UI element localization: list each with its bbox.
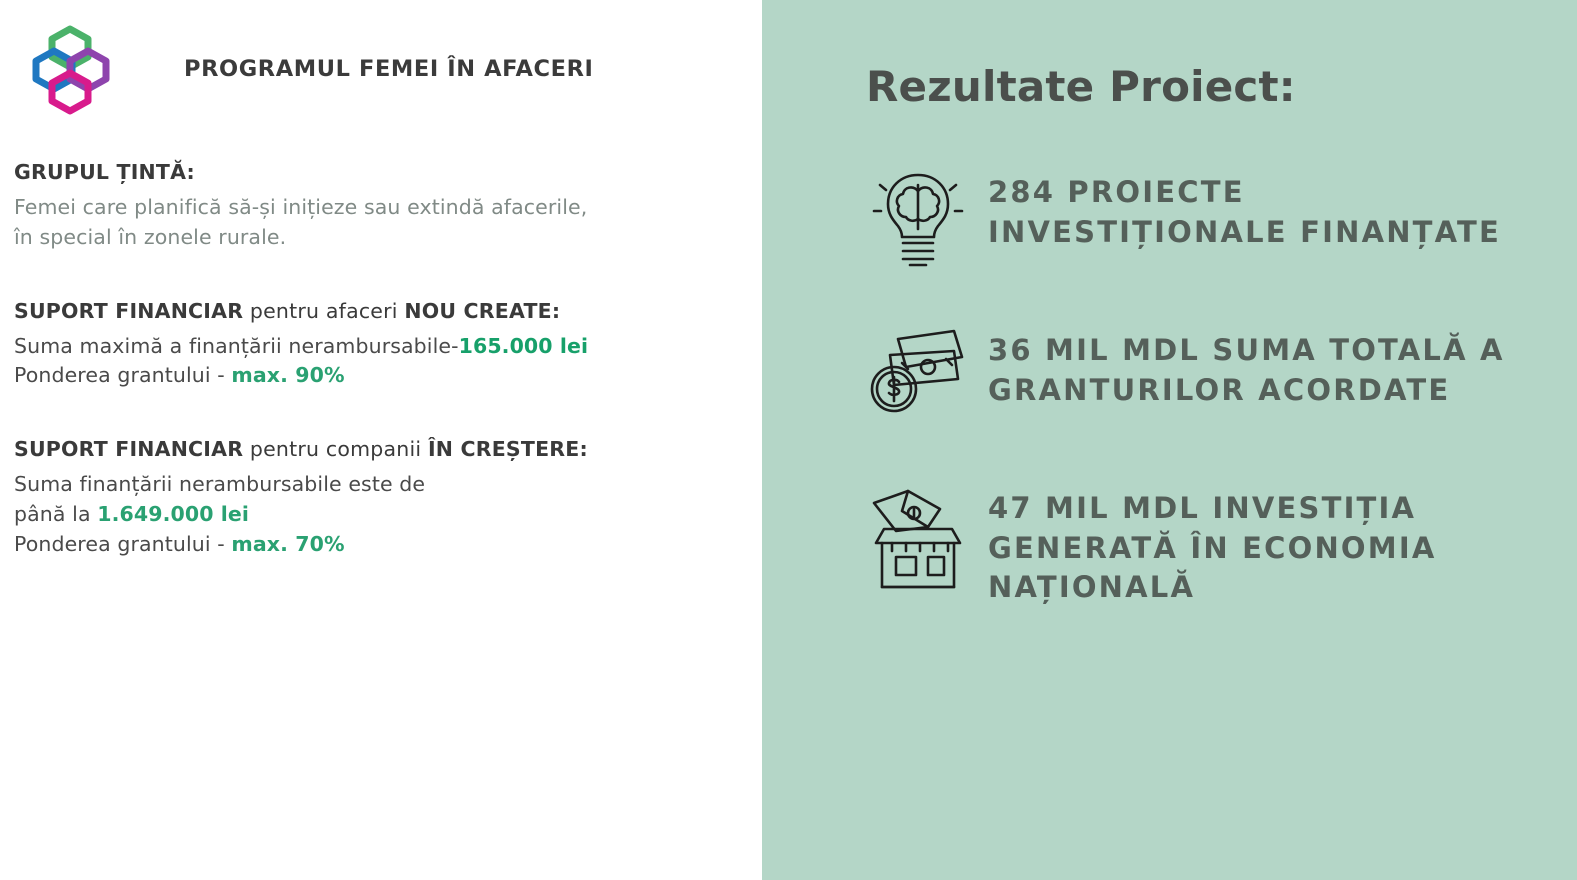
new-business-amount-label: Suma maximă a finanțării nerambursabile- <box>14 333 459 358</box>
new-business-heading-mid: pentru afaceri <box>243 298 405 323</box>
lightbulb-brain-icon <box>866 167 970 271</box>
target-group-heading: GRUPUL ȚINTĂ: <box>14 160 195 184</box>
new-business-amount-row <box>14 332 748 362</box>
growing-business-share-row <box>14 530 748 560</box>
money-cash-icon <box>866 327 970 431</box>
growing-business-heading-mid: pentru companii <box>243 437 428 462</box>
new-business-heading-strong: SUPORT FINANCIAR <box>14 298 244 323</box>
target-group-line-1: Femei care planifică să-și inițieze sau extindă afacerile, <box>14 195 588 220</box>
growing-business-heading-strong: SUPORT FINANCIAR <box>14 437 244 462</box>
result-item <box>866 167 1553 271</box>
new-business-share-label: Ponderea grantului - <box>14 363 232 388</box>
program-title: PROGRAMUL FEMEI ÎN AFACERI <box>184 56 594 82</box>
growing-business-amount-line-1: Suma finanțării nerambursabile este de <box>14 472 426 497</box>
result-item <box>866 327 1553 431</box>
new-business-share-row <box>14 361 748 391</box>
program-header <box>0 0 762 110</box>
target-group-block <box>14 158 748 253</box>
new-business-heading-end: NOU CREATE: <box>404 298 561 323</box>
result-text: 47 MIL MDL INVESTIȚIA GENERATĂ ÎN ECONOMIA NAȚIONALĂ <box>988 491 1437 605</box>
results-panel <box>762 0 1577 880</box>
growing-business-amount-value: 1.649.000 lei <box>97 501 250 526</box>
growing-business-heading-end: ÎN CREȘTERE: <box>427 437 588 462</box>
growing-business-heading <box>14 435 748 464</box>
growing-business-share-label: Ponderea grantului - <box>14 531 232 556</box>
new-business-heading <box>14 297 748 326</box>
new-business-amount-value: 165.000 lei <box>458 333 589 358</box>
results-title: Rezultate Proiect: <box>866 62 1296 111</box>
growing-business-amount-line-2 <box>14 500 748 530</box>
hand-coin-shop-icon <box>866 487 970 591</box>
left-content <box>0 110 762 559</box>
growing-business-amount-label: până la <box>14 501 98 526</box>
new-business-block <box>14 297 748 392</box>
femei-in-afaceri-logo <box>18 21 126 117</box>
growing-business-share-value: max. 70% <box>231 531 345 556</box>
target-group-line-2: în special în zonele rurale. <box>14 224 287 249</box>
new-business-share-value: max. 90% <box>231 363 345 388</box>
result-text: 36 MIL MDL SUMA TOTALĂ A GRANTURILOR ACORDATE <box>988 333 1505 407</box>
left-panel <box>0 0 762 880</box>
result-text: 284 PROIECTE INVESTIȚIONALE FINANȚATE <box>988 175 1502 249</box>
growing-business-block <box>14 435 748 559</box>
result-item <box>866 487 1553 608</box>
